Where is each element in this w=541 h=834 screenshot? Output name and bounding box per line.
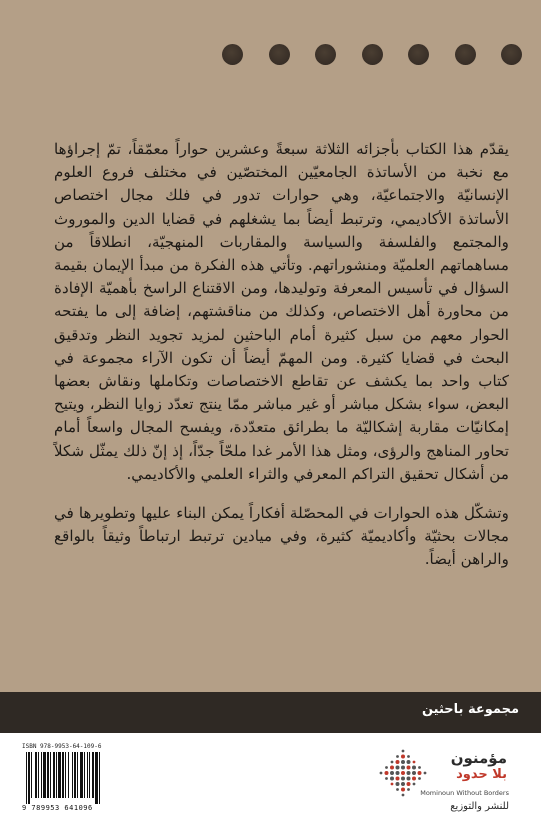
- dot-icon: [501, 44, 522, 65]
- back-cover-blurb: [54, 138, 509, 572]
- barcode-block: [22, 743, 132, 812]
- dot-icon: [455, 44, 476, 65]
- publisher-tagline-ar: بلا حدود: [456, 767, 507, 782]
- dot-icon: [408, 44, 429, 65]
- dot-icon: [315, 44, 336, 65]
- dot-icon: [362, 44, 383, 65]
- barcode-icon: [22, 752, 132, 804]
- publisher-name-ar: مؤمنون: [450, 749, 507, 767]
- author-band: [0, 692, 541, 733]
- dot-icon: [269, 44, 290, 65]
- author-label: مجموعة باحثين: [421, 702, 519, 717]
- bottom-strip: [0, 733, 541, 834]
- decorative-dots: [222, 44, 522, 66]
- publisher-subtitle-ar: للنشر والتوزيع: [450, 801, 509, 812]
- blurb-paragraph-2: وتشكّل هذه الحوارات في المحصّلة أفكاراً يمكن البناء عليها وتطويرها في مجالات بحثيّة وأكاديميّة كثيرة، وفي ميادين ترتبط ارتباطاً وثيقاً بالواقع والراهن أيضاً.: [54, 504, 509, 569]
- publisher-logo: [375, 741, 515, 829]
- publisher-name-en: Mominoun Without Borders: [420, 789, 509, 797]
- barcode-number: 9 789953 641096: [22, 804, 93, 812]
- blurb-paragraph-1: يقدّم هذا الكتاب بأجزائه الثلاثة سبعةً وعشرين حواراً معمّقاً، تمّ إجراؤها مع نخبة من الأساتذة الجامعيّين المختصّين في مختلف فروع العلوم الإنسانيّة والاجتماعيّة، وهي حوارات تدور في فلك مجال اختصاص الأساتذة الأكاديمي، وترتبط أيضاً بما يشغلهم في قضايا الدين والموروث والمجتمع والفلسفة والسياسة والمقاربات المنهجيّة، انطلاقاً من مساهماتهم العلميّة ومنشوراتهم. وتأتي هذه الفكرة من مبدأ الإيمان بقيمة السؤال في تأسيس المعرفة وتوليدها، ومن الاقتناع الراسخ بأهميّة الإفادة من محاورة أهل الاختصاص، وكذلك من مناقشتهم، إضافة إلى ما يفتحه الحوار معهم من سبل كثيرة أمام الباحثين لمزيد تجويد النظر وتدقيق البحث في قضايا كثيرة. ومن المهمّ أيضاً أن تكون الآراء مجموعة في كتاب واحد بما يكشف عن تقاطع الاختصاصات وتكاملها ونقاش بعضها البعض، سواء بشكل مباشر أو غير مباشر ممّا ينتج تعدّد زوايا النظر، ويتيح إمكانيّات مقاربة إشكاليّة ما بطرائق متعدّدة، ويفسح المجال واسعاً أمام تحاور المناهج والرؤى، ومثل هذا الأمر غدا ملحّاً جدّاً، إذ إنّ ذلك يمثّل شكلاً من أشكال تحقيق التراكم المعرفي والثراء العلمي والأكاديمي.: [54, 140, 509, 483]
- dot-icon: [222, 44, 243, 65]
- isbn-label: ISBN 978-9953-64-109-6: [22, 743, 102, 750]
